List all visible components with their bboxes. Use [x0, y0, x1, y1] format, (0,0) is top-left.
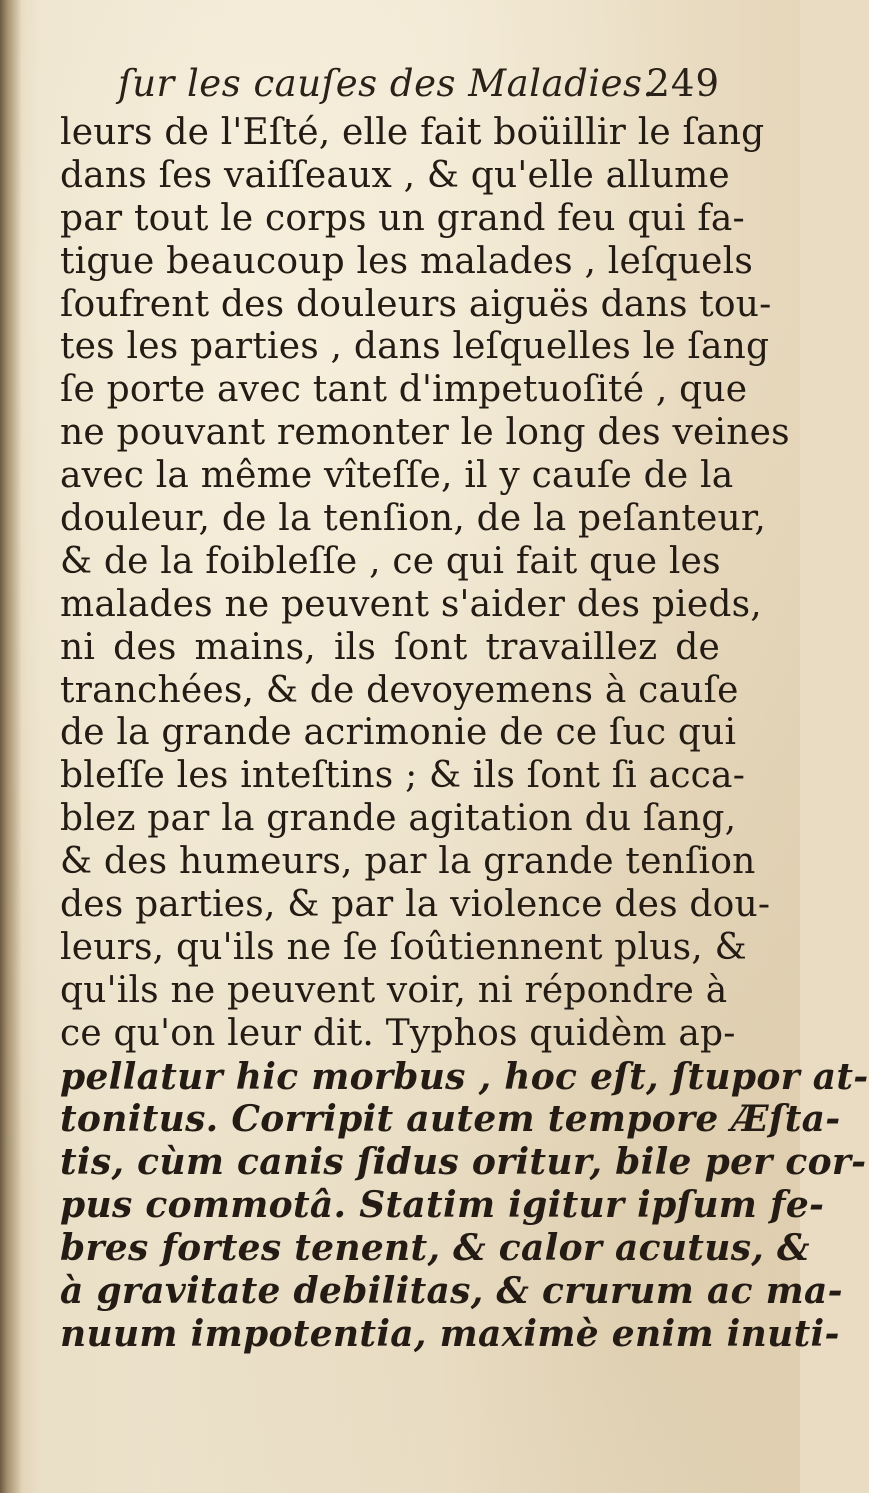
text-line: ce qu'on leur dit. Typhos quidèm ap-	[60, 1012, 736, 1054]
latin-text-line: tonitus. Corripit autem tempore Æſta-	[60, 1098, 841, 1141]
text-line: par tout le corps un grand feu qui fa-	[60, 197, 745, 239]
latin-text-line: à gravitate debilitas, & crurum ac ma-	[60, 1270, 843, 1313]
text-line: qu'ils ne peuvent voir, ni répondre à	[60, 969, 728, 1011]
text-line: dans ſes vaiſſeaux , & qu'elle allume	[60, 154, 730, 196]
latin-text-line: nuum impotentia, maximè enim inuti-	[60, 1312, 840, 1355]
text-line: ne pouvant remonter le long des veines	[60, 412, 790, 454]
text-line: avec la même vîteſſe, il y cauſe de la	[60, 455, 734, 497]
text-line: ſe porte avec tant d'impetuoſité , que	[60, 369, 748, 411]
text-line: malades ne peuvent s'aider des pieds,	[60, 583, 762, 625]
binding-gutter-shadow	[0, 0, 22, 1493]
body-text	[60, 112, 869, 1356]
latin-text-line: pellatur hic morbus , hoc eſt, ſtupor at-	[60, 1055, 869, 1098]
text-line: & de la foibleſſe , ce qui fait que les	[60, 540, 721, 582]
text-line: tigue beaucoup les malades , leſquels	[60, 240, 753, 282]
text-line: tranchées, & de devoyemens à cauſe	[60, 669, 739, 711]
page-number: 249	[646, 62, 720, 105]
text-line: tes les parties , dans leſquelles le ſang	[60, 326, 770, 368]
latin-text-line: bres fortes tenent, & calor acutus, &	[60, 1227, 810, 1270]
running-head	[60, 58, 720, 110]
text-line: des parties, & par la violence des dou-	[60, 884, 771, 926]
text-line: ſoufrent des douleurs aiguës dans tou-	[60, 283, 772, 325]
latin-text-line: pus commotâ. Statim igitur ipſum fe-	[60, 1184, 825, 1227]
text-line: douleur, de la tenſion, de la peſanteur,	[60, 498, 766, 540]
text-line: blez par la grande agitation du ſang,	[60, 798, 737, 840]
running-title: ſur les cauſes des Maladies.	[118, 62, 655, 105]
text-line: & des humeurs, par la grande tenſion	[60, 841, 756, 883]
text-line: leurs de l'Eſté, elle fait boüillir le ſang	[60, 112, 765, 153]
text-line: de la grande acrimonie de ce ſuc qui	[60, 712, 737, 754]
text-line: ni des mains, ils ſont travaillez de	[60, 626, 720, 668]
text-line: leurs, qu'ils ne ſe ſoûtiennent plus, &	[60, 926, 747, 968]
latin-text-line: tis, cùm canis ſidus oritur, bile per cor-	[60, 1141, 867, 1184]
text-line: bleſſe les inteſtins ; & ils ſont ſi acca-	[60, 755, 746, 797]
